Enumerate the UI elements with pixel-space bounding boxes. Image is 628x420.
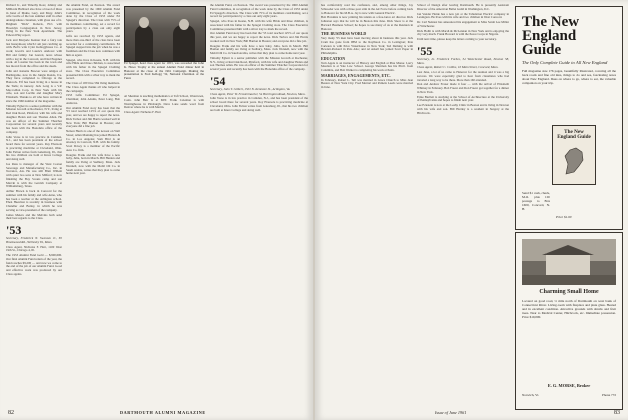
paragraph: Don and Andrew Frazer made it four — with the arrival of Elizabeth Whitney in February. Bob Frazer and Don Frazer got together for a dinner in New York. — [417, 82, 509, 94]
right-column-1 — [321, 4, 413, 91]
lawn — [522, 275, 616, 285]
secretary-address: Secretary, John T. Gilbert, 1501 N. Kenmore St., Arlington, Va. — [210, 86, 291, 91]
paragraph: has comfortably read the confusion, and, among other things, Jay Schroeder was with a three-year stint in the Air Force before coming back to Hanover for his M.B.A. Jay is now with General Electric. — [321, 3, 413, 15]
paragraph: John Vorse is in law practice in Camden, N.J., and has been president of the school board there for several years. Roy Ebersole is practicing medicine at Cleveland, Ohio. John Fulton writes from Galesburg, Ill., that his two children are both at Knox College and doing well. — [6, 134, 62, 161]
guide-book-cover — [552, 125, 596, 185]
class-year-heading: '53 — [6, 223, 22, 237]
ad-price: Price $1.00 — [556, 215, 572, 219]
small-home-ad — [515, 232, 623, 410]
ad-body: Located on good road, ⅓ mile north of Dartmouth on west bank of Connecticut River. Living-room with fireplace and plate glass. Heated and in excellent condition. Attractive grounds with shrubs and fruit trees. Near to Medical Center, Hitchcock, etc. Immediate possession. Price $10,000. — [522, 299, 616, 319]
running-footer: DARTMOUTH ALUMNI MAGAZINE — [120, 410, 206, 415]
paragraph: Last June, a lot of us came to Hanover for the reunion and it was a big success. We were especially glad to hear from classmates who had traveled a long way to be there. More than 160 attended. — [417, 70, 509, 82]
paragraph: Al Sherman is teaching mathematics at Taft School, Watertown, Conn. John Bair is at MIT. Frank Coleman is with Westinghouse in Pittsburgh. Dave Lane sends word from Denver where he is with Martin. — [124, 94, 204, 110]
paragraph: Very many '55 men have been moving about in business this year. Jack Cram has gone from IBM to the Raytheon Co. in Lexington; Pete Carleton is with Price Waterhouse in New York; Ted Deming is with Hewlett-Packard in Palo Alto; and Al Arkell has joined Scott Paper in Philadelphia. — [321, 36, 413, 55]
award-photo — [124, 6, 206, 62]
paragraph: Class Agent, Nicholas F. Hart, 1100 West 19th St., Chicago 4, Ill. — [6, 244, 62, 253]
paragraph: The 1953 Alumni Fund Gold — 8,900,000. Our final Alumni Fund return of the year, the fund reaches $9,200 — and now we come to the end of the job of our Alumni Fund. Good and effective work was produced by our Class agents. — [6, 253, 62, 276]
class-year-heading: '55 — [417, 43, 433, 58]
paragraph: Richard Jr., and Timothy Ross; Johnny and Millicent Hubbard also have a brood of three in Janet of Maine, Gary, and Mary. John's wife Lucile of the late summer staff in other undergraduate classmen, with glass use of it. Brigham "Dick" Roberts, Eb's with Brooklyn Congregation in New Jersey, living in the New York Apartment. The Edward Hay report. — [6, 3, 62, 37]
paragraph: Gifts are received by 1953 agents, and more than one-third of the class have been recorded for a continuing contribution. Ed Spiegel stepped into the job when he was a freshman and the Class now continues with him as agent. — [66, 34, 120, 57]
left-column-1 — [6, 4, 62, 278]
running-footer: Issue of June 1961 — [435, 410, 467, 415]
photo-figure — [173, 25, 195, 61]
photo-figure-head — [139, 17, 149, 28]
broker-town: Norwich, Vt. — [522, 393, 540, 397]
paragraph: Dr. Carl Neinast has announced his engagement to Miss Sarah Lee Miller of Winchester. — [417, 20, 509, 28]
paragraph: Timothy Egbert is a senior publisher with the Mission Growth at Rochester, N.Y., living at Red Oak Road, Pittsford, with his wife and daughter Helen and son Thomas Allen. He was an officer of the Summer Thatcher Corporation for several years and recently has been with the Honolulu office of the company. — [6, 103, 62, 134]
paragraph: John and Jeanette Bowser were amigos of Burlingame, now in the Jungle Rondo, Ive. They have completed to Chicago at the Hancock. Elf has been living in a house in the Tarik; in nursery. Jack Long is a V.P. Mac-Gillan Corp. in New York with his wife, son and Lucille and daughter Mary Elizabeth. Thanks to all who have written in since the 1960 number of the magazine. — [6, 68, 62, 103]
paragraph: Ernie Bartlett is studying at the School of Architecture at the University of Pennsylvania and hopes to finish next year. — [417, 94, 509, 103]
photo-figure-head — [179, 19, 189, 30]
new-england-map-icon — [562, 146, 586, 176]
paragraph: the Alumni Fund, on Pearson. The award was presented by the 1960 Alumni Fund Committee, in recognition of the work done by the Class of 1953 under Ed Spiegel's direction. The Class with 75% of its members contributing, set a record for participation by a class out only eight years. — [210, 3, 308, 19]
right-column-2 — [417, 4, 509, 116]
class-agent-address: Class Agent, Peter W. Fenstermacher, 54 Harrington Road, Newton, Mass. — [210, 91, 306, 96]
left-column-2 — [66, 4, 120, 177]
left-page — [0, 0, 313, 420]
broker-phone: Phone 772 — [601, 393, 616, 397]
new-england-guide-ad — [515, 6, 623, 230]
paragraph: Jack and Marjorie Kenner had a fairy tale last honeymoon which I am just catching up with. Bob's wife Cyler Kellogghrous Co. at work; Gwen's and Laurie's Andover with Bill and family. Jan Garrett, news whose with a log in the Concord, and Dad Eugenes work. Al Lassiter has been in the town and has moved from the office and the deeds. — [6, 37, 62, 68]
class-agent-address: Class Agent, Robert C. Collins, 10 Main Street, Concord, Mass. — [417, 65, 499, 70]
paragraph: James Meiers and the Melvins both send their best regards to the Class. — [6, 212, 62, 221]
secretary-address: Secretary, Frederick N. Swensen Jr., 65 Brookwood Rd., Wellesley 81, Mass. — [6, 236, 62, 244]
paragraph: Douglas Frank and his wife have a new baby, Julia, born in March. Bill Hanlon and family are living at Sudbury, Mass. Jack Wonnell, now with the Mobil Oil Co. in Saudi Arabia, writes that they plan to come home next year. — [210, 43, 308, 55]
photo-caption: Ed Spiegel, head class agent for 1953, was rewarded the John K. Howe Trophy at the annual Alumni Fund dinner held in Hanover at the close of the 1961 Campaign. Making the presentation is Fred Kellogg '32, National Chairman of the Fund. — [124, 61, 204, 80]
paragraph: Tom Apple is an instructor of History and English at Pine Manor. Larry Moulton is at Yale Law School. George Sherman has his Ph.D. from Columbia, and Bob Walker is completing his work at Penn. — [321, 60, 413, 72]
book-title: The New England Guide — [557, 129, 591, 141]
page-number: 83 — [614, 410, 620, 416]
paragraph: Spiegel, who lives in Keene, N.H. with his wife Hilda and three children, is associated with his father in the Spiegel Clothing store. The Class Executive Committee presented him with a silver tray to mark the record. — [66, 57, 120, 81]
paragraph: The Class of 1953 has 584 living members. The Class Agent thanks all who helped in the campaign. — [66, 81, 120, 93]
section-heading: THE BUSINESS WORLD — [321, 31, 367, 37]
section-heading: MARRIAGES, ENGAGEMENTS, ETC. — [321, 72, 391, 78]
secretary-address: Secretary, Lt. Frederick Forbes, 34 Westchester Road, Newton 58, Mass. — [417, 56, 509, 65]
ad-body: Full magazine size 176 pages, beautifully illustrated, covering all the back roads and fine old inns, things to do and see, fascinating notes about New England. Dues on where to go, where to eat, the valuable companion on your trip. — [522, 69, 616, 85]
left-column-4 — [210, 4, 308, 113]
ad-title: The New England Guide — [522, 14, 580, 58]
paragraph: the Alumni Fund, on Pearson. The award was presented by the 1960 Alumni Fund Committee, in recognition of the work done by the Class of 1953 under Ed Spiegel's direction. The Class with 75% of its members contributing, set a record for participation by a class out only eight years. — [66, 3, 120, 34]
photo-figure — [135, 25, 153, 61]
paragraph: Arthur Brown is back in Concord for the summer with his family and wife Anne, who has been a teacher at the Arlington school. Eben Hazelton is recently in business with Chandler and Bailey, in which he was serving as vice-president of the company. — [6, 189, 62, 212]
broker-name: E. G. MORSE, Broker — [547, 383, 591, 388]
paragraph: School of Design after leaving Dartmouth. He is presently Assistant Director of the American Ballet Guild in Washington, D.C. — [417, 3, 509, 11]
section-heading: EDUCATION — [321, 55, 346, 61]
page-number: 82 — [8, 410, 14, 416]
paragraph: Spiegel, who lives in Keene, N.H. with his wife Hilda and three children, is associated with his father in the Spiegel Clothing store. The Class Executive Committee presented him with a silver tray to mark the record. — [210, 19, 308, 31]
paragraph: Timothy Egbert is a senior publisher with the Mission Growth at Rochester, N.Y., living at Red Oak Road, Pittsford, with his wife and daughter Helen and son Thomas Allen. He was an officer of the Summer Thatcher Corporation for several years and recently has been with the Honolulu office of the company. — [210, 55, 308, 71]
paragraph: Nelson Harris is one of the newest on Wall Street; Allen Manning has joined Hutton & Co. in Los Angeles; Sam Bird is an attorney in Concord, N.H. with his family. Scott Davey is a member of the Pacific Aero Co. firm. — [66, 129, 120, 152]
class-year-heading: '54 — [210, 73, 226, 88]
paragraph: Until next time, please keep the letters coming to your secretary. — [417, 37, 497, 41]
ad-title: Charming Small Home — [539, 289, 599, 295]
paragraph: Class Agent: Nicholas F. Hart — [124, 110, 161, 114]
house-photo — [522, 239, 616, 285]
paragraph: In February, Robert L. Tell was married in Grace Church to Miss Jean Beaton of New York City. Fred Mottart and Pamela Leeds were married in June. — [321, 77, 413, 89]
paragraph: Joe Russ is manager of the West Coston Sewerage and Manufacturing Co., Inc. in Torrance, Ala. He was still Blair Willem with quiet two sons at New Milford; is now finishing the Boy Scouts camp and son Marvin is with the Garrish Company at Williamsburg, Texas. — [6, 161, 62, 189]
paragraph: Jan Vonder Heide has a new job at the Tabulation Electric company in Lexington. He lives with his wife and two children in West Concord. — [417, 11, 509, 20]
right-page — [315, 0, 628, 420]
ad-subtitle: The Only Complete Guide to All New England — [522, 60, 608, 65]
paragraph: 1953 Gifts Committee: Ed Spiegel, Chairman; John Adams, Peter Lang, Bob Andrews. — [66, 93, 120, 105]
house-roof — [542, 245, 594, 255]
paragraph: Lee Eckstein is now at the Leahy Clinic in Boston and is living in Newton with his wife and son. Bill Hartley is a resident in Surgery at the Hitchcock. — [417, 103, 509, 115]
ad-header — [522, 15, 616, 85]
ad-order-info: Send $1 cash, check, M.O. plus 10¢ postage to Box 1600, Concord, N. H. — [522, 191, 550, 211]
paragraph: Douglas Frank and his wife have a new baby, Julia, born in March. Bill Hanlon and family are living at Sudbury, Mass. Jack Wonnell, now with the Mobil Oil Co. in Saudi Arabia, writes that they plan to come home next year. — [66, 152, 120, 176]
left-column-3 — [124, 95, 204, 116]
paragraph: Bob Hawkins is now printing his talents as a free-lance art director. Rick Johnston says that he will be in Boston this June. Dick Snow is at the Harvard Business School; he hopes to see many of us at the Reunion in Hanover. — [321, 15, 413, 31]
paragraph: Dick Hohlt is with Marsh & McLennan in New York and is enjoying the city very much. Frank Howard is with the Peace Corps in Nigeria. — [417, 28, 509, 37]
paragraph: Our Alumni Fund story has been that the '53 total reached 125% of our quota this year, and we are happy to report the news. Dick Tarbox and Jim Harris worked well in New York; Bill Hanlon in Boston; and everyone did a fine job. — [210, 31, 308, 43]
paragraph: Our Alumni Fund story has been that the '53 total reached 125% of our quota this year, and we are happy to report the news. Dick Tarbox and Jim Harris worked well in New York; Bill Hanlon in Boston; and everyone did a fine job. — [66, 105, 120, 129]
paragraph: John Vorse is in law practice in Camden, N.J., and has been president of the school board there for several years. Roy Ebersole is practicing medicine at Cleveland, Ohio. John Fulton writes from Galesburg, Ill., that his two children are both at Knox College and doing well. — [210, 96, 308, 112]
house-body — [546, 253, 590, 277]
